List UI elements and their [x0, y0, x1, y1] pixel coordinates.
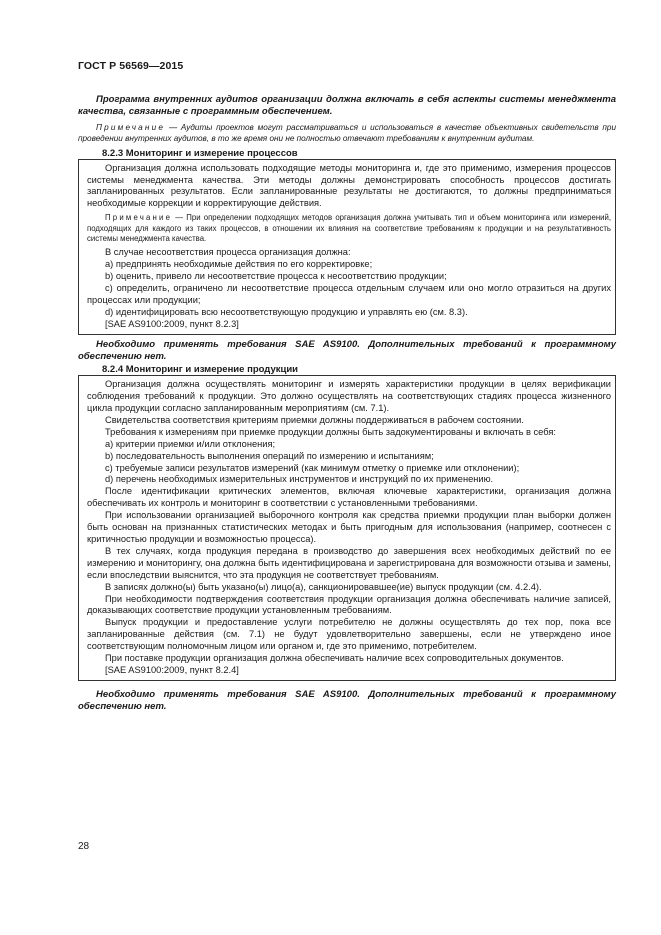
section-824-footer-note: Необходимо применять требования SAE AS9100. Дополнительных требований к программному обеспечению нет. — [78, 688, 616, 713]
section-824-paragraph: Требования к измерениям при приемке продукции должны быть задокументированы и включать в себя: — [105, 426, 556, 437]
section-824-paragraph: При поставке продукции организация должна обеспечивать наличие всех сопроводительных документов. — [105, 653, 564, 664]
section-823-box — [78, 159, 616, 335]
list-item: c) определить, ограничено ли несоответствие процесса отдельным случаем или оно могло отразиться на других процессах или продукции; — [87, 283, 611, 306]
list-item: b) оценить, привело ли несоответствие процесса к несоответствию продукции; — [105, 271, 447, 282]
section-823-list-intro: В случае несоответствия процесса организация должна: — [105, 247, 351, 258]
section-823-paragraph: Организация должна использовать подходящие методы мониторинга и, где это применимо, измерения процессов системы менеджмента качества. Эти методы должны демонстрировать способность процессов достигать запланированных результатов. Если запланированные результаты не достигаются, то должны предприниматься необходимые коррекции и корректирующие действия. — [87, 162, 611, 209]
section-823-reference: [SAE AS9100:2009, пункт 8.2.3] — [105, 318, 239, 329]
list-item: d) перечень необходимых измерительных инструментов и инструкций по их применению. — [105, 474, 494, 485]
document-page — [78, 60, 616, 713]
note-text: — При определении подходящих методов организация должна учитывать тип и объем мониторинга или измерений, подходящих для каждого из таких процессов, в отношении их влияния на соответствие требованиям к продукции и на результативность системы менеджмента качества. — [87, 213, 611, 244]
section-824-paragraph: Выпуск продукции и предоставление услуги потребителю не должны осуществлять до тех пор, пока все запланированные действия (см. 7.1) не будут удовлетворительно завершены, если не утверждено иное соответствующим полномочным лицом или органом и, где это применимо, потребителем. — [87, 617, 611, 652]
section-824-heading: 8.2.4 Мониторинг и измерение продукции — [102, 364, 298, 376]
section-824-reference: [SAE AS9100:2009, пункт 8.2.4] — [105, 664, 239, 675]
section-824-paragraph: При использовании организацией выборочного контроля как средства приемки продукции план выборки должен быть основан на признанных статистических методах и быть пригодным для использования (например, соотнесен с критичностью продукции и возможностью процесса). — [87, 510, 611, 544]
section-824-paragraph: Организация должна осуществлять мониторинг и измерять характеристики продукции в целях верификации соблюдения требований к продукции. Это должно осуществлять на соответствующих стадиях процесса жизненного цикла продукции согласно запланированным мероприятиям (см. 7.1). — [87, 379, 611, 413]
note-text: — Аудиты проектов могут рассматриваться и использоваться в качестве объективных свидетельств при проведении внутренних аудитов, в то же время они не полностью отвечают требованиям к внутренним аудитам. — [78, 123, 616, 143]
section-823-heading: 8.2.3 Мониторинг и измерение процессов — [102, 147, 298, 159]
note-label: Примечание — [96, 123, 166, 133]
list-item: d) идентифицировать всю несоответствующую продукцию и управлять ею (см. 8.3). — [105, 306, 468, 317]
list-item: c) требуемые записи результатов измерений (как минимум отметку о приемке или отклонении); — [105, 462, 520, 473]
section-824-paragraph: В записях должно(ы) быть указано(ы) лицо(а), санкционировавшее(ие) выпуск продукции (см. 4.2.4). — [105, 581, 542, 592]
intro-note — [78, 123, 616, 144]
section-824-box — [78, 375, 616, 681]
list-item: b) последовательность выполнения операций по измерению и испытаниям; — [105, 450, 434, 461]
section-823-note — [87, 213, 611, 244]
section-823-footer-note: Необходимо применять требования SAE AS9100. Дополнительных требований к программному обеспечению нет. — [78, 338, 616, 362]
list-item: a) предпринять необходимые действия по его корректировке; — [105, 259, 373, 270]
note-label: Примечание — [105, 213, 173, 223]
intro-paragraph: Программа внутренних аудитов организации должна включать в себя аспекты системы менеджмента качества, связанные с программным обеспечением. — [78, 94, 616, 118]
section-824-paragraph: При необходимости подтверждения соответствия продукции организация должна обеспечивать наличие записей, доказывающих соответствие продукции установленным требованиям. — [87, 593, 611, 616]
document-header: ГОСТ Р 56569—2015 — [78, 60, 184, 72]
section-824-paragraph: После идентификации критических элементов, включая ключевые характеристики, организация должна обеспечивать их контроль и мониторинг в соответствии с установленными требованиями. — [87, 486, 611, 509]
section-824-paragraph: В тех случаях, когда продукция передана в производство до завершения всех необходимых действий по ее измерению и мониторингу, она должна быть идентифицирована и зарегистрирована для возможности отзыва и замены, если впоследствии выяснится, что эта продукция не соответствует требованиям. — [87, 545, 611, 580]
section-824-paragraph: Свидетельства соответствия критериям приемки должны поддерживаться в рабочем состоянии. — [105, 414, 524, 425]
list-item: a) критерии приемки и/или отклонения; — [105, 438, 276, 449]
page-number: 28 — [78, 841, 90, 852]
